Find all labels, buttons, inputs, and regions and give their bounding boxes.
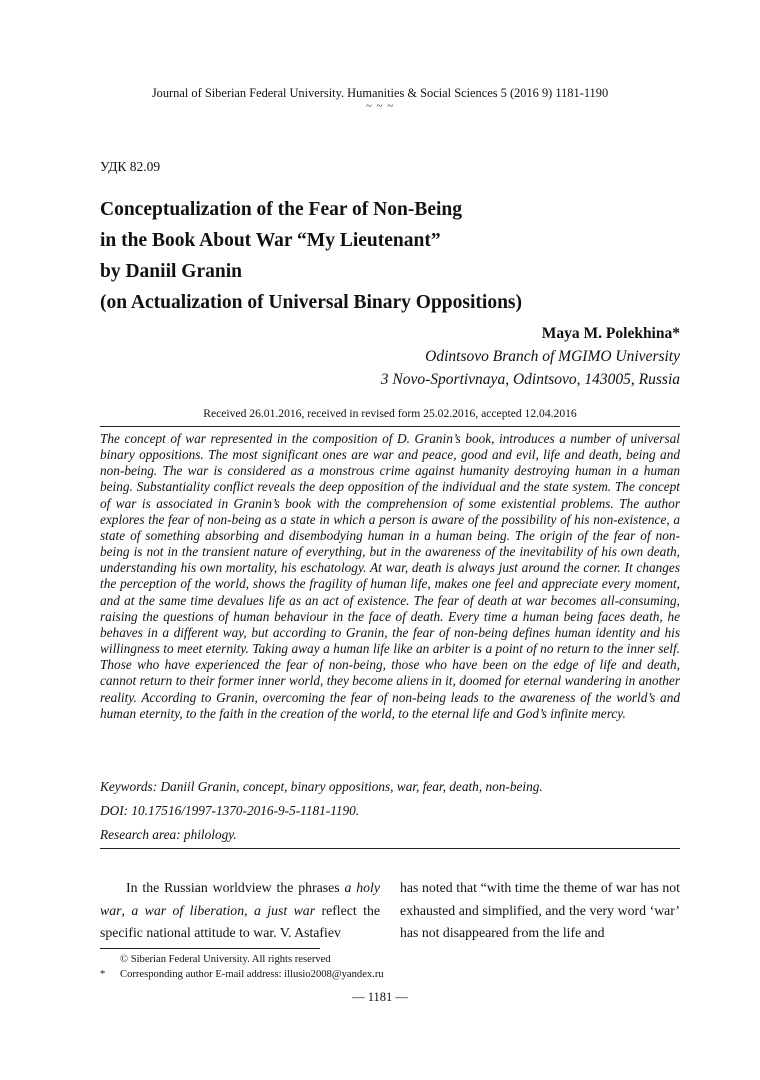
keywords: Keywords: Daniil Granin, concept, binary oppositions, war, fear, death, non-being. <box>100 779 543 794</box>
corresponding-author-note: Corresponding author E-mail address: illusio2008@yandex.ru <box>120 969 384 980</box>
body-italic-phrase: a holy war <box>100 880 381 918</box>
author-name: Maya M. Polekhina* <box>541 325 680 342</box>
author-block <box>381 322 680 391</box>
footnote-mark: * <box>100 969 106 980</box>
footnote-rule <box>100 948 320 949</box>
abstract-top-rule <box>100 426 680 427</box>
footnote-copyright-row <box>100 952 384 967</box>
title-line: by Daniil Granin <box>100 261 242 282</box>
copyright-note: © Siberian Federal University. All rights reserved <box>120 954 331 965</box>
author-address: 3 Novo-Sportivnaya, Odintsovo, 143005, Russia <box>380 371 680 388</box>
body-text: , <box>121 902 132 918</box>
title-line: in the Book About War “My Lieutenant” <box>100 230 441 251</box>
research-area: Research area: philology. <box>100 827 237 842</box>
title-line: Conceptualization of the Fear of Non-Being <box>100 199 462 220</box>
article-title <box>100 194 680 318</box>
footnotes <box>100 952 384 982</box>
body-text: , <box>244 902 254 918</box>
page-number: — 1181 — <box>352 990 408 1004</box>
received-dates: Received 26.01.2016, received in revised form 25.02.2016, accepted 12.04.2016 <box>203 407 577 420</box>
body-column-left <box>100 877 380 945</box>
body-text: In the Russian worldview the phrases <box>126 880 345 895</box>
journal-header: Journal of Siberian Federal University. Humanities & Social Sciences 5 (2016 9) 1181-1190 <box>151 86 609 100</box>
author-affiliation: Odintsovo Branch of MGIMO University <box>425 348 680 365</box>
body-italic-phrase: a war of liberation <box>131 902 245 918</box>
udk-code: УДК 82.09 <box>100 159 161 174</box>
header-ornament: ~ ~ ~ <box>365 100 395 112</box>
abstract: The concept of war represented in the composition of D. Granin’s book, introduces a number of universal binary oppositions. The most significant ones are war and peace, good and evil, life and death, being and non-being. The war is considered as a monstrous crime against humanity destroying human in a human being. Substantiality conflict reveals the deep opposition of the individual and the state system. The concept of war is associated in Granin’s book with the comprehension of some existential problems. The author explores the fear of non-being as a state in which a person is aware of the possibility of his non-existence, a state of something absorbing and disembodying human in a human being. The origin of the fear of non-being is not in the transient nature of everything, but in the awareness of the inevitability of his own death, understanding his own mortality, his eschatology. At war, death is always just around the corner. It changes the perception of the world, shows the fragility of human life, makes one feel and appreciate every moment, and at the same time devalues life as an act of existence. The fear of death at war becomes all-consuming, raising the questions of human behaviour in the face of death. Every time a human being faces death, he behaves in a different way, but according to Granin, the fear of non-being defines human identity and his willingness to meet eternity. Taking away a human life like an arbiter is a point of no return to the inner self. Those who have experienced the fear of non-being, those who have been on the edge of life and death, cannot return to their former inner world, they become aliens in it, doomed for eternal wandering in another reality. According to Granin, overcoming the fear of non-being leads to the awareness of the world’s and human eternity, to the faith in the creation of the world, to the eternal life and God’s infinite mercy. <box>100 431 680 721</box>
footnote-author-row <box>100 967 384 982</box>
doi: DOI: 10.17516/1997-1370-2016-9-5-1181-1190. <box>100 803 360 818</box>
body-text: reflect the specific national attitude to war. V. Astafiev <box>100 902 380 940</box>
body-italic-phrase: a just war <box>253 902 316 918</box>
abstract-bottom-rule <box>100 848 680 849</box>
body-column-right: has noted that “with time the theme of war has not exhausted and simplified, and the very word ‘war’ has not disappeared from the life and <box>400 880 680 940</box>
title-line: (on Actualization of Universal Binary Oppositions) <box>100 292 522 313</box>
